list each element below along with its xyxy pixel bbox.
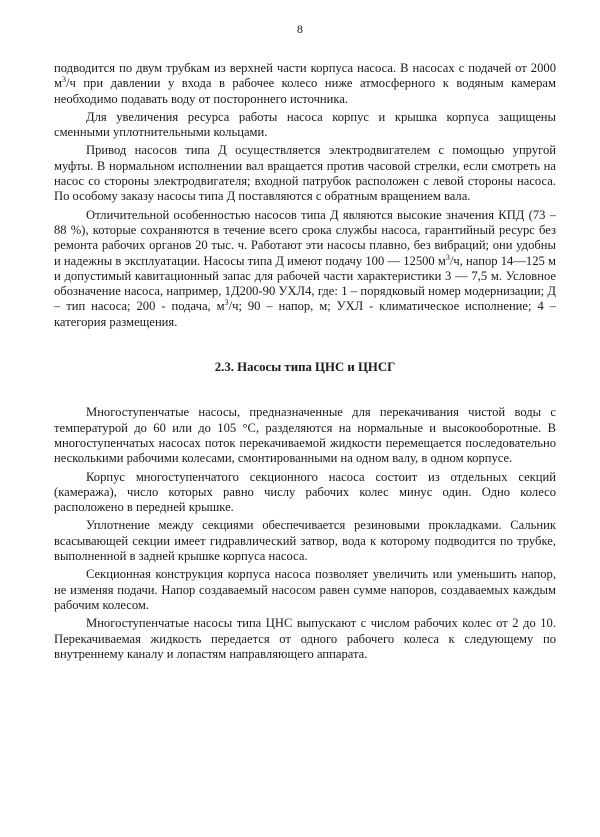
page-content (54, 61, 556, 665)
paragraph-drive: Привод насосов типа Д осуществляется электродвигателем с помощью упругой муфты. В нормальном исполнении вал вращается против часовой стрелки, если смотреть на насос со стороны электродвигателя; входной патрубок расположен с левой стороны насоса. По особому заказу насосы типа Д поставляются с обратным вращением вала. (54, 143, 556, 204)
paragraph-sectional-construction: Секционная конструкция корпуса насоса позволяет увеличить или уменьшить напор, не изменяя подачи. Напор создаваемый насосом равен сумме напоров, создаваемых каждым рабочим колесом. (54, 567, 556, 612)
paragraph-sealing: Уплотнение между секциями обеспечивается резиновыми прокладками. Сальник всасывающей секции имеет гидравлический затвор, вода к которому подводится по трубке, выполненной в задней крышке корпуса насоса. (54, 518, 556, 564)
paragraph-features: Отличительной особенностью насосов типа Д являются высокие значения КПД (73 –88 %), которые сохраняются в течение всего срока службы насоса, гарантийный ресурс без ремонта рабочих органов 20 тыс. ч. Работают эти насосы плавно, без вибраций; они удобны и надежны в эксплуатации. Насосы типа Д имеют подачу 100 — 12500 $м^3/ч$, напор 14—125 м и допустимый кавитационный запас для рабочей части характеристики 3 — 7,5 м. Условное обозначение насоса, например, 1Д200-90 УХЛ4, где: 1 – порядковый номер модернизации; Д – тип насоса; 200 - подача, $м^3/ч$; 90 – напор, м; УХЛ - климатическое исполнение; 4 – категория размещения. (54, 207, 556, 329)
paragraph-seal-rings: Для увеличения ресурса работы насоса корпус и крышка корпуса защищены сменными уплотнительными кольцами. (54, 109, 556, 140)
paragraph-sectional-body: Корпус многоступенчатого секционного насоса состоит из отдельных секций (камеража), число которых равно числу рабочих колес минус один. Одно колесо расположено в передней крышке. (54, 469, 556, 515)
section-heading: 2.3. Насосы типа ЦНС и ЦНСГ (214, 360, 396, 375)
paragraph-multistage-intro: Многоступенчатые насосы, предназначенные для перекачивания чистой воды с температурой до 60 или до 105 °С, разделяются на нормальные и высокооборотные. В многоступенчатых насосах поток перекачиваемой жидкости перемещается последовательно несколькими рабочими колесами, смонтированными на одном валу, в одном корпусе. (54, 405, 556, 466)
paragraph-cns-stages: Многоступенчатые насосы типа ЦНС выпускают с числом рабочих колес от 2 до 10. Перекачиваемая жидкость передается от одного рабочего колеса к следующему по внутреннему каналу и лопастям направляющего аппарата. (54, 616, 556, 661)
paragraph-continuation: подводится по двум трубкам из верхней части корпуса насоса. В насосах с подачей от 2000 $м^3/ч$ при давлении у входа в рабочее колесо ниже атмосферного к водяным камерам необходимо подавать воду от постороннего источника. (54, 61, 556, 106)
page-number: 8 (296, 22, 304, 36)
